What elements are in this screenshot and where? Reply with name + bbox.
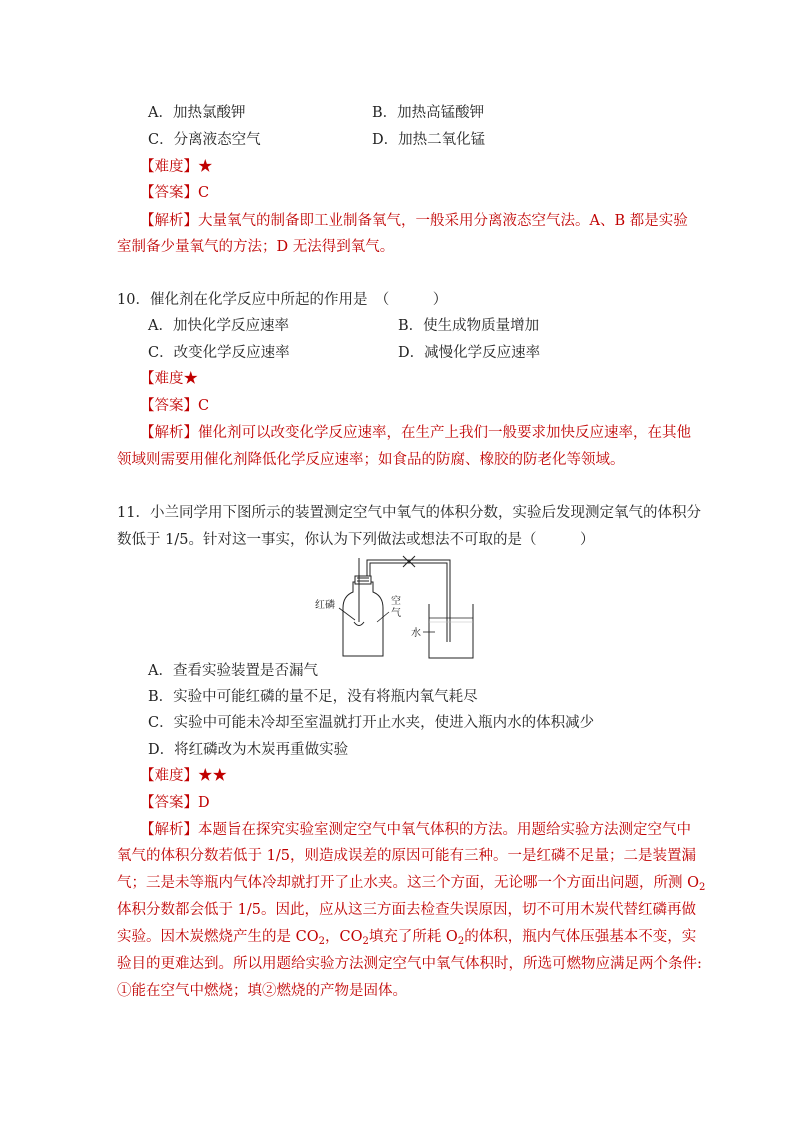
- q11-option-a: A．查看实验装置是否漏气: [148, 663, 318, 679]
- analysis-text: 实验。因木炭燃烧产生的是 CO: [117, 929, 319, 945]
- analysis-label: 【解析】: [140, 213, 198, 229]
- difficulty-label: 【难度: [140, 371, 184, 387]
- q11-analysis-line-4: 体积分数都会低于 1/5。因此，应从这三方面去检查失误原因，切不可用木炭代替红磷再做: [117, 902, 696, 918]
- q9-option-a: A．加热氯酸钾: [148, 105, 246, 121]
- answer-value: D: [198, 795, 210, 811]
- label-air-1: 空: [391, 596, 401, 607]
- flask-shape: [343, 582, 383, 656]
- answer-label: 【答案】: [140, 185, 198, 201]
- q11-stem-line-1: 11．小兰同学用下图所示的装置测定空气中氧气的体积分数，实验后发现测定氧气的体积分: [117, 505, 701, 521]
- difficulty-label: 【难度】: [140, 768, 198, 784]
- analysis-label: 【解析】: [140, 425, 198, 441]
- q11-difficulty: [140, 766, 227, 786]
- q11-analysis-line-2: 氧气的体积分数若低于 1/5，则造成误差的原因可能有三种。一是红磷不足量；二是装置漏: [117, 848, 696, 864]
- q11-analysis-line-5: [117, 927, 696, 947]
- q10-difficulty: [140, 369, 198, 389]
- q11-analysis-line-7: ①能在空气中燃烧；填②燃烧的产物是固体。: [117, 983, 407, 999]
- q9-option-d: D．加热二氧化锰: [372, 132, 486, 148]
- q11-answer: [140, 793, 210, 813]
- q11-stem-line-2: 数低于 1/5。针对这一事实，你认为下列做法或想法不可取的是（ ）: [117, 532, 595, 548]
- q11-analysis-line-1: [140, 820, 691, 840]
- q10-option-b: B．使生成物质量增加: [398, 318, 540, 334]
- q10-analysis-line-2: 领域则需要用催化剂降低化学反应速率；如食品的防腐、橡胶的防老化等领域。: [117, 452, 625, 468]
- subscript: 2: [457, 936, 465, 947]
- combustion-spoon-cup: [354, 622, 364, 626]
- analysis-text: 催化剂可以改变化学反应速率，在生产上我们一般要求加快反应速率，在其他: [198, 425, 691, 441]
- label-water: 水: [411, 628, 421, 639]
- analysis-text: ，CO: [324, 929, 363, 945]
- answer-value: C: [198, 185, 210, 201]
- apparatus-figure: [315, 552, 485, 662]
- subscript: 2: [362, 936, 369, 947]
- difficulty-label: 【难度】: [140, 159, 198, 175]
- stopper: [355, 576, 371, 584]
- q9-analysis-line-1: [140, 211, 688, 231]
- q9-difficulty: [140, 157, 213, 177]
- q9-answer: [140, 183, 209, 203]
- answer-label: 【答案】: [140, 795, 198, 811]
- analysis-text: 气；三是未等瓶内气体冷却就打开了止水夹。这三个方面，无论哪一个方面出问题，所测 O: [117, 875, 699, 891]
- analysis-text: 填充了所耗 O: [368, 929, 458, 945]
- q11-analysis-line-6: 验目的更难达到。所以用题给实验方法测定空气中氧气体积时，所选可燃物应满足两个条件:: [117, 956, 702, 972]
- analysis-text: 大量氧气的制备即工业制备氧气，一般采用分离液态空气法。A、B 都是实验: [198, 213, 688, 229]
- star-icon: ★: [183, 371, 198, 387]
- analysis-label: 【解析】: [140, 822, 198, 838]
- q11-option-c: C．实验中可能未冷却至室温就打开止水夹，使进入瓶内水的体积减少: [148, 715, 595, 731]
- analysis-text: 本题旨在探究实验室测定空气中氧气体积的方法。用题给实验方法测定空气中: [198, 822, 691, 838]
- q10-stem: 10．催化剂在化学反应中所起的作用是 （ ）: [117, 292, 448, 308]
- star-icon: ★: [198, 159, 213, 175]
- q9-analysis-line-2: 室制备少量氧气的方法；D 无法得到氧气。: [117, 239, 395, 255]
- label-air-2: 气: [391, 608, 401, 619]
- q9-option-b: B．加热高锰酸钾: [372, 105, 485, 121]
- q11-option-d: D．将红磷改为木炭再重做实验: [148, 742, 349, 758]
- q10-option-d: D．减慢化学反应速率: [398, 345, 541, 361]
- q10-answer: [140, 396, 209, 416]
- clamp-icon: [403, 556, 415, 567]
- label-red-phosphorus: 红磷: [315, 600, 335, 611]
- subscript: 2: [699, 882, 706, 893]
- analysis-text: 的体积，瓶内气体压强基本不变，实: [464, 929, 697, 945]
- star-icon: ★★: [198, 768, 227, 784]
- delivery-tube: [367, 560, 450, 642]
- q10-option-a: A．加快化学反应速率: [148, 318, 289, 334]
- subscript: 2: [318, 936, 325, 947]
- q11-option-b: B．实验中可能红磷的量不足，没有将瓶内氧气耗尽: [148, 689, 478, 705]
- q10-analysis-line-1: [140, 423, 691, 443]
- q9-option-c: C．分离液态空气: [148, 132, 261, 148]
- answer-value: C: [198, 398, 210, 414]
- beaker: [429, 604, 473, 658]
- answer-label: 【答案】: [140, 398, 198, 414]
- q10-option-c: C．改变化学反应速率: [148, 345, 290, 361]
- q11-analysis-line-3: [117, 873, 705, 893]
